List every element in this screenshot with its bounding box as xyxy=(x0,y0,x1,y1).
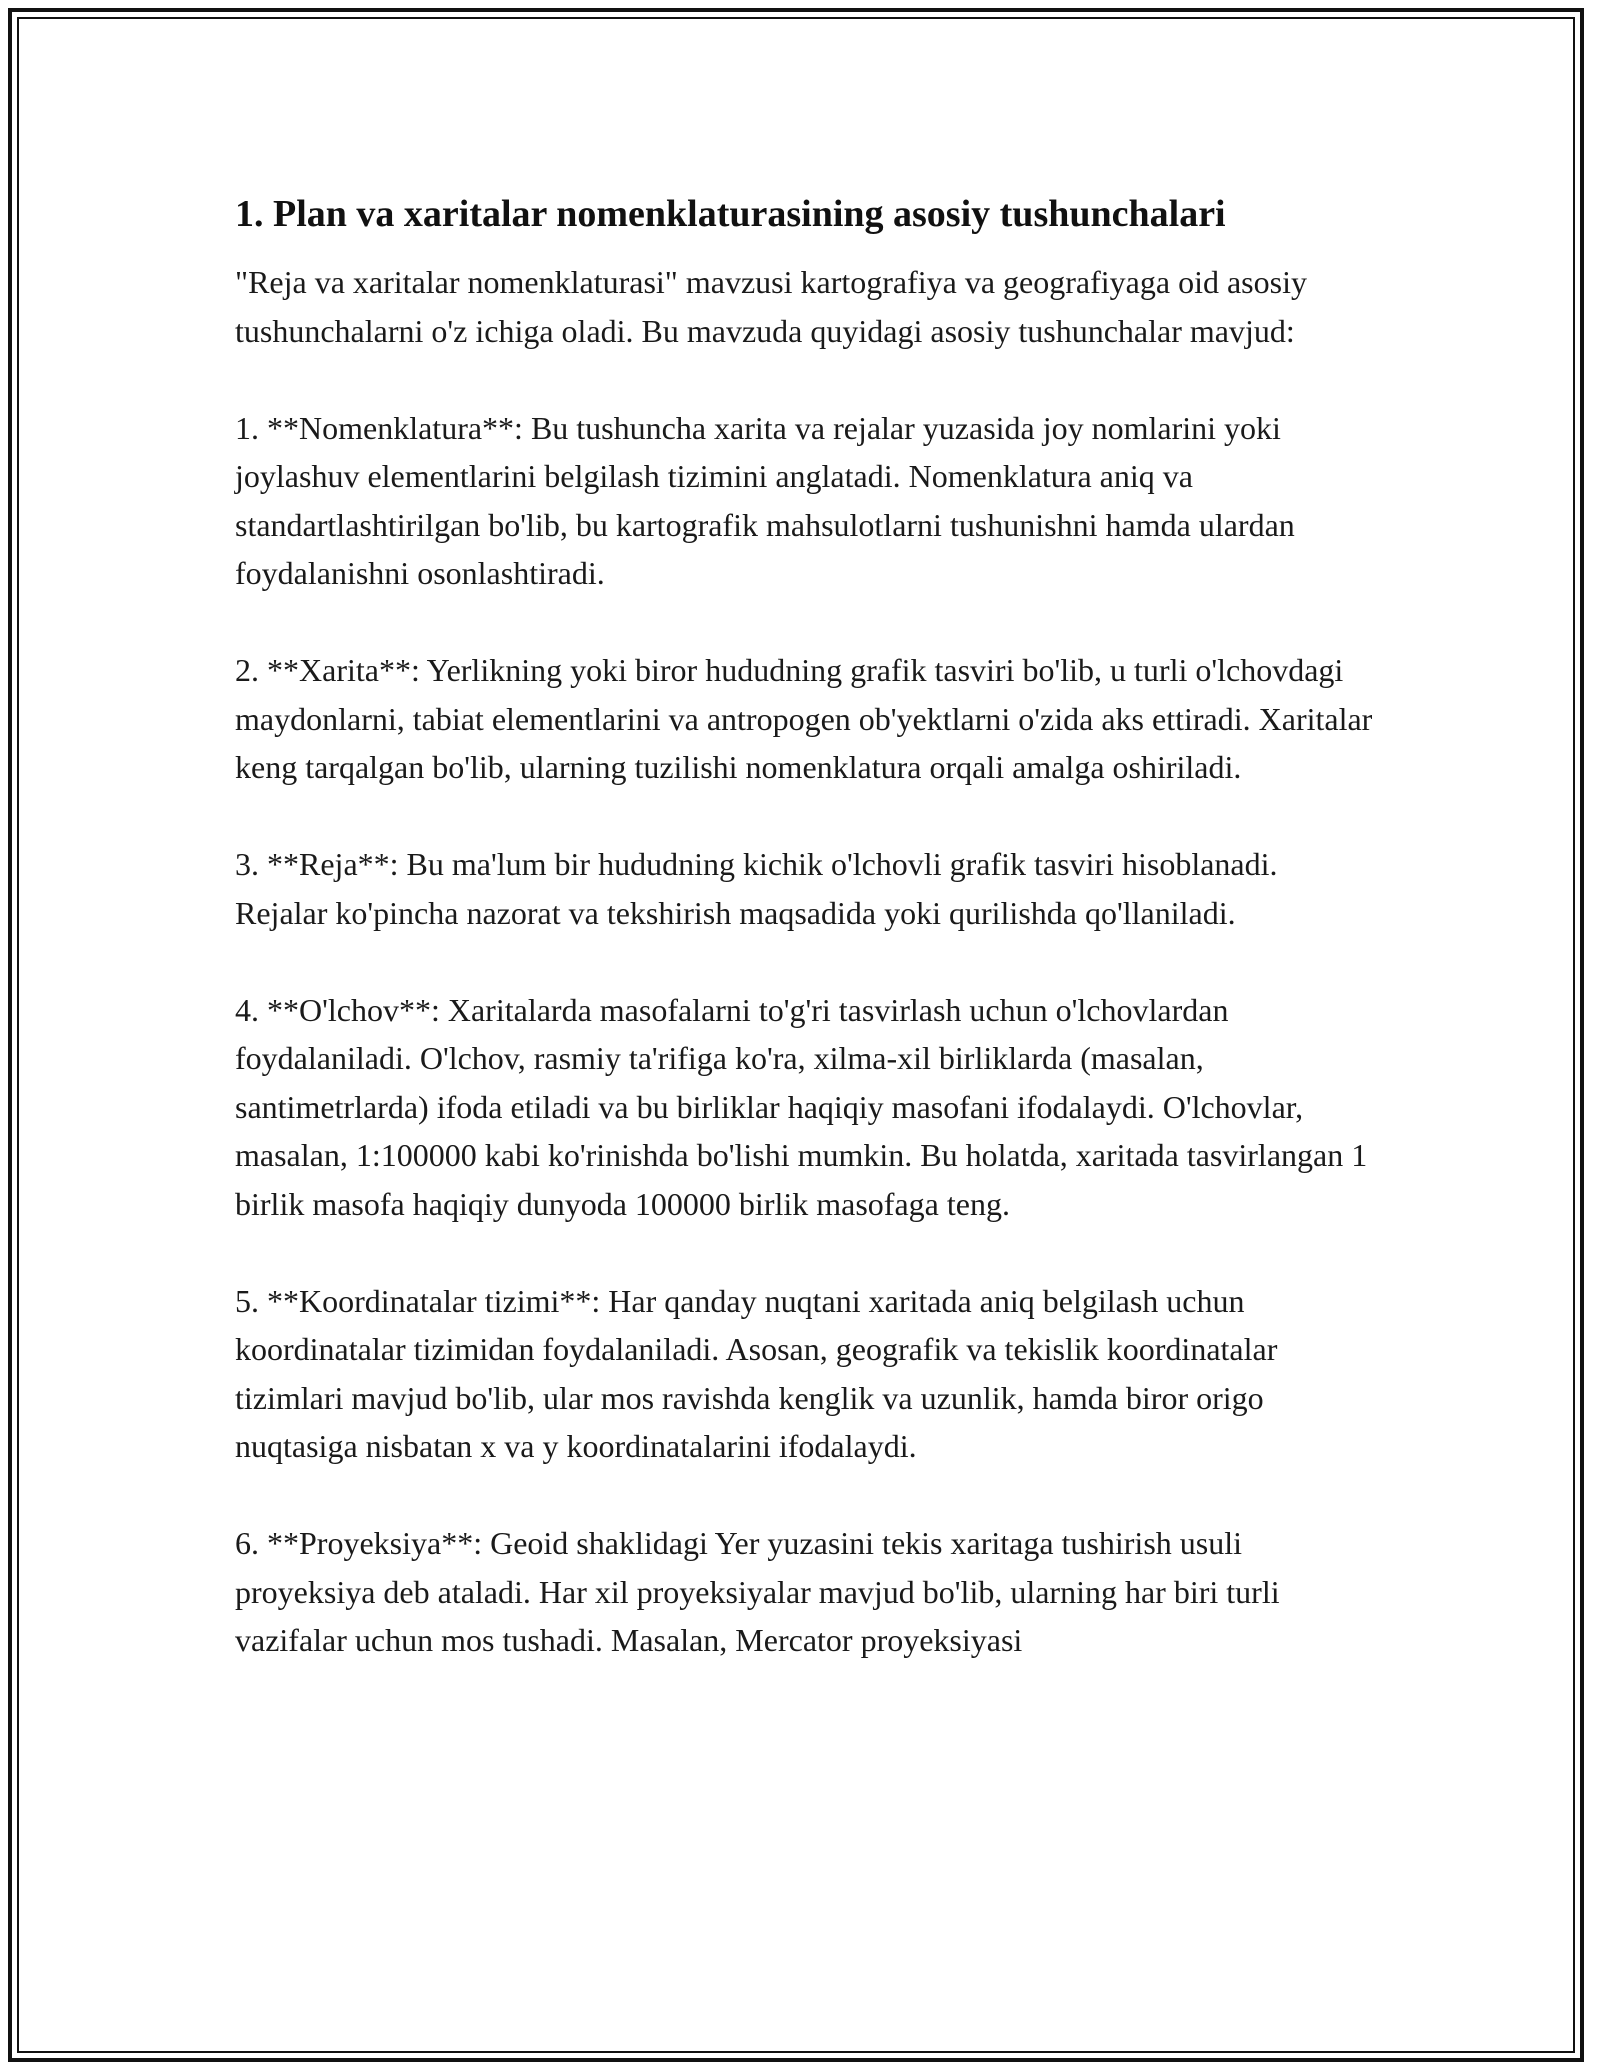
list-item-proyeksiya: 6. **Proyeksiya**: Geoid shaklidagi Yer yuzasini tekis xaritaga tushirish usuli proyeksiya deb ataladi. Har xil proyeksiyalar mavjud bo'lib, ularning har biri turli vazifalar uchun mos tushadi. Masalan, Mercator proyeksiyasi xyxy=(235,1525,1280,1658)
list-item-koordinatalar: 5. **Koordinatalar tizimi**: Har qanday nuqtani xaritada aniq belgilash uchun koordinatalar tizimidan foydalaniladi. Asosan, geografik va tekislik koordinatalar tizimlari mavjud bo'lib, ular mos ravishda kenglik va uzunlik, hamda biror origo nuqtasiga nisbatan x va y koordinatalarini ifodalaydi. xyxy=(235,1282,1278,1464)
list-item-olchov: 4. **O'lchov**: Xaritalarda masofalarni to'g'ri tasvirlash uchun o'lchovlardan foydalaniladi. O'lchov, rasmiy ta'rifiga ko'ra, xilma-xil birliklarda (masalan, santimetrlarda) ifoda etiladi va bu birliklar haqiqiy masofani ifodalaydi. O'lchovlar, masalan, 1:100000 kabi ko'rinishda bo'lishi mumkin. Bu holatda, xaritada tasvirlangan 1 birlik masofa haqiqiy dunyoda 100000 birlik masofaga teng. xyxy=(235,991,1368,1222)
intro-paragraph: "Reja va xaritalar nomenklaturasi" mavzusi kartografiya va geografiyaga oid asosiy tushunchalarni o'z ichiga oladi. Bu mavzuda quyidagi asosiy tushunchalar mavjud: xyxy=(235,264,1307,349)
document-body xyxy=(235,190,1375,1665)
document-title: 1. Plan va xaritalar nomenklaturasining asosiy tushunchalari xyxy=(235,193,1226,235)
list-item-reja: 3. **Reja**: Bu ma'lum bir hududning kichik o'lchovli grafik tasviri hisoblanadi. Rejalar ko'pincha nazorat va tekshirish maqsadida yoki qurilishda qo'llaniladi. xyxy=(235,846,1278,931)
list-item-nomenklatura: 1. **Nomenklatura**: Bu tushuncha xarita va rejalar yuzasida joy nomlarini yoki joylashuv elementlarini belgilash tizimini anglatadi. Nomenklatura aniq va standartlashtirilgan bo'lib, bu kartografik mahsulotlarni tushunishni hamda ulardan foydalanishni osonlashtiradi. xyxy=(235,409,1295,591)
list-item-xarita: 2. **Xarita**: Yerlikning yoki biror hududning grafik tasviri bo'lib, u turli o'lchovdagi maydonlarni, tabiat elementlarini va antropogen ob'yektlarni o'zida aks ettiradi. Xaritalar keng tarqalgan bo'lib, ularning tuzilishi nomenklatura orqali amalga oshiriladi. xyxy=(235,652,1373,785)
